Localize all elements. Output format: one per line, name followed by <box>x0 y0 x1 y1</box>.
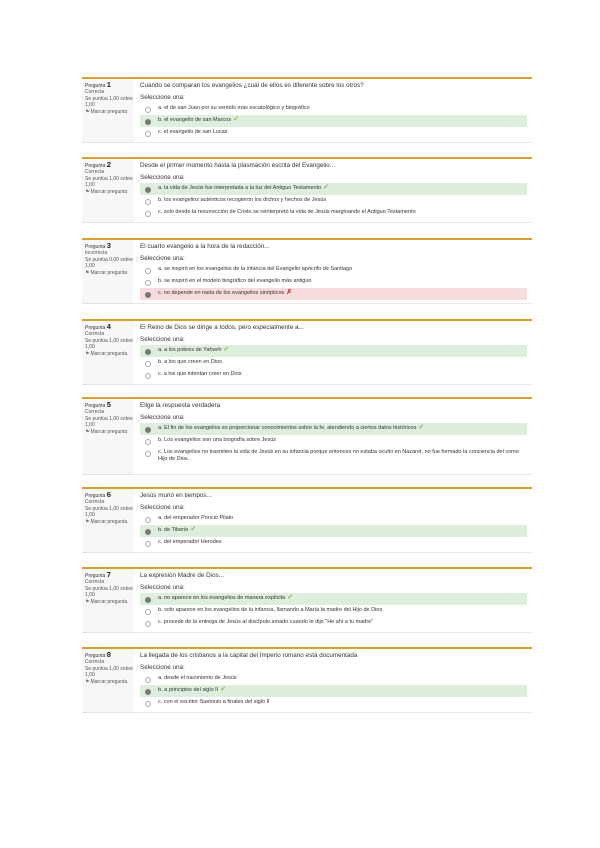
answer-option[interactable]: b. a los que creen en Dios <box>140 357 527 369</box>
flag-question-button[interactable]: ⚑ Marcar pregunta <box>85 109 128 116</box>
answer-option[interactable]: c. procede de la entrega de Jesús al discípulo amado cuando le dijo "He ahí a tu madre" <box>140 617 527 629</box>
radio-button[interactable] <box>145 280 151 286</box>
question-number: Pregunta 8 <box>85 650 111 659</box>
radio-button[interactable] <box>145 268 151 274</box>
flag-icon: ⚑ <box>85 270 90 277</box>
radio-button[interactable] <box>145 187 151 193</box>
answer-mark-icon: ✓ <box>220 686 227 694</box>
answer-option[interactable]: a. a los pobres de Yahveh ✓ <box>140 345 527 357</box>
answer-option[interactable]: b. Los evangelios son una biografía sobre Jesús <box>140 435 527 447</box>
question-info <box>82 319 134 385</box>
radio-button[interactable] <box>145 689 151 695</box>
radio-button[interactable] <box>145 373 151 379</box>
answer-mark-icon: ✓ <box>190 526 197 534</box>
question-8 <box>82 647 532 713</box>
answer-option[interactable]: a. del emperador Poncio Pilato <box>140 513 527 525</box>
question-info <box>82 567 134 633</box>
question-content <box>134 647 532 713</box>
answer-option[interactable]: b. solo aparece en los evangelios de la infancia, llamando a María la madre del Hijo de Dios <box>140 605 527 617</box>
radio-button[interactable] <box>145 541 151 547</box>
question-info <box>82 647 134 713</box>
answer-option[interactable]: a. no aparece en los evangelios de manera explícita ✓ <box>140 593 527 605</box>
answer-mark-icon: ✓ <box>287 594 294 602</box>
question-content <box>134 567 532 633</box>
question-text: Desde el primer momento hasta la plasmación escrita del Evangelio... <box>140 162 335 169</box>
answer-mark-icon: ✓ <box>233 116 239 124</box>
answer-prompt: Seleccione una: <box>140 94 185 101</box>
question-info <box>82 77 134 143</box>
question-score: Se puntúa 1,00 sobre 1,00 <box>85 505 133 518</box>
answer-option[interactable]: a. el de san Juan por su sentido más escatológico y biográfico <box>140 103 527 115</box>
question-number: Pregunta 4 <box>85 322 111 331</box>
question-score: Se puntúa 1,00 sobre 1,00 <box>85 415 133 428</box>
question-number: Pregunta 2 <box>85 160 111 169</box>
answer-option[interactable]: c. solo desde la resurrección de Cristo se reinterpretó la vida de Jesús marginando el Antiguo Testamento <box>140 207 527 219</box>
answer-mark-icon: ✓ <box>223 346 230 354</box>
question-number: Pregunta 5 <box>85 400 111 409</box>
question-info <box>82 157 134 223</box>
flag-icon: ⚑ <box>85 429 90 436</box>
answer-option[interactable]: a. se inspiró en los evangelios de la infancia del Evangelio apócrifo de Santiago <box>140 264 527 276</box>
question-info <box>82 397 134 475</box>
question-number: Pregunta 3 <box>85 241 111 250</box>
question-3 <box>82 238 532 304</box>
question-number: Pregunta 7 <box>85 570 111 579</box>
answer-prompt: Seleccione una: <box>140 584 185 591</box>
answer-prompt: Seleccione una: <box>140 414 185 421</box>
question-text: El cuarto evangelio a la hora de la redacción... <box>140 243 270 250</box>
radio-button[interactable] <box>145 361 151 367</box>
question-status: Correcta <box>85 331 105 338</box>
question-status: Correcta <box>85 89 105 96</box>
radio-button[interactable] <box>145 199 151 205</box>
flag-icon: ⚑ <box>85 679 90 686</box>
question-5 <box>82 397 532 475</box>
flag-question-button[interactable]: ⚑ Marcar pregunta <box>85 351 128 358</box>
flag-question-button[interactable]: ⚑ Marcar pregunta <box>85 519 128 526</box>
answer-option[interactable]: c. del emperador Herodes <box>140 537 527 549</box>
flag-question-button[interactable]: ⚑ Marcar pregunta <box>85 679 128 686</box>
answer-prompt: Seleccione una: <box>140 504 185 511</box>
question-text: La expresión Madre de Dios... <box>140 572 225 579</box>
answer-option[interactable]: a. desde el nacimiento de Jesús <box>140 673 527 685</box>
radio-button[interactable] <box>145 131 151 137</box>
answer-prompt: Seleccione una: <box>140 255 185 262</box>
question-status: Correcta <box>85 409 105 416</box>
question-content <box>134 487 532 553</box>
radio-button[interactable] <box>145 597 151 603</box>
flag-question-button[interactable]: ⚑ Marcar pregunta <box>85 429 128 436</box>
radio-button[interactable] <box>145 211 151 217</box>
answer-prompt: Seleccione una: <box>140 174 185 181</box>
question-content <box>134 319 532 385</box>
answer-option[interactable]: b. se inspiró en el modelo biográfico del evangelio más antiguo <box>140 276 527 288</box>
question-status: Correcta <box>85 169 105 176</box>
flag-icon: ⚑ <box>85 189 90 196</box>
answer-prompt: Seleccione una: <box>140 336 185 343</box>
question-status: Incorrecta <box>85 250 108 257</box>
radio-button[interactable] <box>145 529 151 535</box>
radio-button[interactable] <box>145 349 151 355</box>
answer-option[interactable]: b. los evangelios auténticos recogieron los dichos y hechos de Jesús <box>140 195 527 207</box>
radio-button[interactable] <box>145 119 151 125</box>
question-score: Se puntúa 1,00 sobre 1,00 <box>85 95 133 108</box>
question-content <box>134 238 532 304</box>
answer-option[interactable]: b. el evangelio de san Marcos ✓ <box>140 115 527 127</box>
question-info <box>82 238 134 304</box>
question-text: Cuando se comparan los evangelios ¿cuál de ellos es diferente sobre los otros? <box>140 82 364 89</box>
answer-option[interactable]: c. a los que intentan creer en Dios <box>140 369 527 381</box>
question-4 <box>82 319 532 385</box>
radio-button[interactable] <box>145 439 151 445</box>
question-content <box>134 157 532 223</box>
answer-option[interactable]: c. con el escritor Suetonio a finales del siglo II <box>140 697 527 709</box>
flag-question-button[interactable]: ⚑ Marcar pregunta <box>85 599 128 606</box>
question-text: Elige la respuesta verdadera <box>140 402 221 409</box>
answer-mark-icon: ✗ <box>286 289 293 297</box>
answer-option[interactable]: b. de Tiberio ✓ <box>140 525 527 537</box>
question-text: La llegada de los cristianos a la capital del Imperio romano está documentada <box>140 652 358 659</box>
answer-mark-icon: ✓ <box>418 424 425 432</box>
question-text: Jesús murió en tiempos... <box>140 492 212 499</box>
radio-button[interactable] <box>145 517 151 523</box>
question-content <box>134 397 532 475</box>
answer-option[interactable]: c. no depende en nada de los evangelios sinópticos ✗ <box>140 288 527 300</box>
question-info <box>82 487 134 553</box>
question-score: Se puntúa 1,00 sobre 1,00 <box>85 665 133 678</box>
radio-button[interactable] <box>145 451 151 457</box>
question-status: Correcta <box>85 579 105 586</box>
answer-prompt: Seleccione una: <box>140 664 185 671</box>
question-status: Correcta <box>85 499 105 506</box>
answer-option[interactable]: a. El fin de los evangelios es proporcionar conocimientos sobre la fe, atendiendo a ciertos datos históricos ✓ <box>140 423 527 435</box>
answer-option[interactable]: b. a principios del siglo II ✓ <box>140 685 527 697</box>
radio-button[interactable] <box>145 677 151 683</box>
flag-question-button[interactable]: ⚑ Marcar pregunta <box>85 270 128 277</box>
question-score: Se puntúa 0,00 sobre 1,00 <box>85 256 133 269</box>
question-2 <box>82 157 532 223</box>
question-7 <box>82 567 532 633</box>
question-score: Se puntúa 1,00 sobre 1,00 <box>85 175 133 188</box>
radio-button[interactable] <box>145 427 151 433</box>
answer-option[interactable]: c. Los evangelios no trasmiten la vida de Jesús en su infancia porque entonces no estaba oculto en Nazaret, no fue formado la conciencia del como Hijo de Dios. <box>140 447 527 466</box>
answer-mark-icon: ✓ <box>323 184 330 192</box>
radio-button[interactable] <box>145 107 151 113</box>
radio-button[interactable] <box>145 621 151 627</box>
question-number: Pregunta 1 <box>85 80 111 89</box>
question-score: Se puntúa 1,00 sobre 1,00 <box>85 337 133 350</box>
question-status: Correcta <box>85 659 105 666</box>
answer-option[interactable]: a. la vida de Jesús fue interpretada a la luz del Antiguo Testamento ✓ <box>140 183 527 195</box>
question-content <box>134 77 532 143</box>
question-number: Pregunta 6 <box>85 490 111 499</box>
flag-icon: ⚑ <box>85 519 90 526</box>
question-6 <box>82 487 532 553</box>
radio-button[interactable] <box>145 292 151 298</box>
flag-icon: ⚑ <box>85 351 90 358</box>
question-text: El Reino de Dios se dirige a todos, pero especialmente a... <box>140 324 304 331</box>
question-score: Se puntúa 1,00 sobre 1,00 <box>85 585 133 598</box>
flag-question-button[interactable]: ⚑ Marcar pregunta <box>85 189 128 196</box>
radio-button[interactable] <box>145 701 151 707</box>
flag-icon: ⚑ <box>85 109 90 116</box>
radio-button[interactable] <box>145 609 151 615</box>
answer-option[interactable]: c. el evangelio de san Lucas <box>140 127 527 139</box>
question-1 <box>82 77 532 143</box>
flag-icon: ⚑ <box>85 599 90 606</box>
